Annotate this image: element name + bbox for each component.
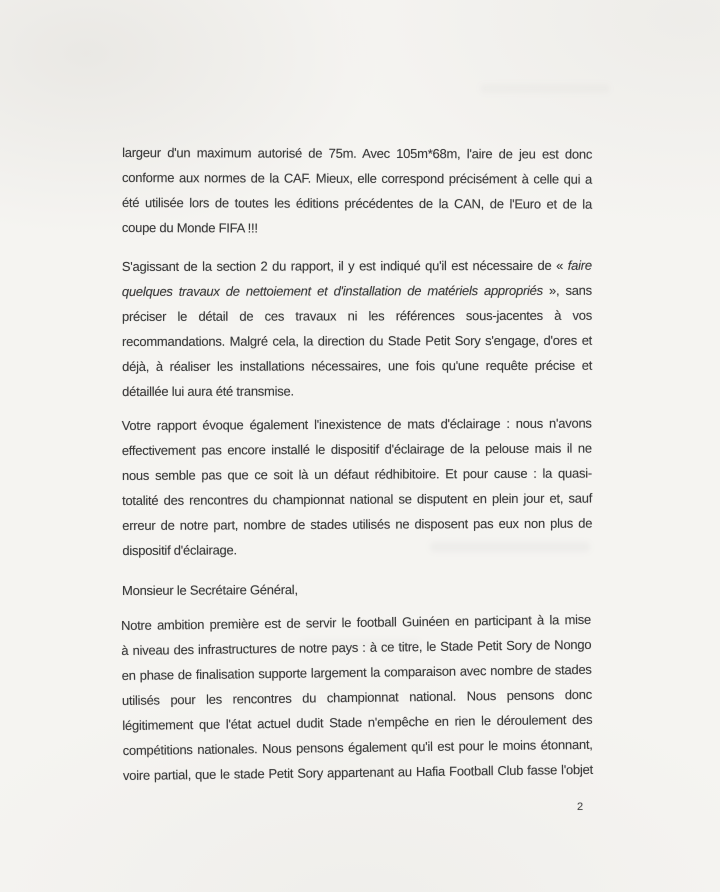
body-text: compétitions nationales. Nous pensons également qu'il est pour le moins étonnant,: [122, 736, 593, 758]
text-line: [122, 328, 592, 354]
page-number: 2: [577, 801, 584, 813]
body-text: », sans: [542, 282, 592, 298]
paragraph-national-ambition: [121, 607, 593, 788]
body-text: largeur d'un maximum autorisé de 75m. Avec 105m*68m, l'aire de jeu est donc: [122, 145, 593, 162]
body-text: Notre ambition première est de servir le football Guinéen en participant à la mise: [120, 611, 592, 634]
text-line: [122, 190, 592, 217]
body-text: S'agissant de la section 2 du rapport, il y est indiqué qu'il est nécessaire de «: [121, 257, 568, 275]
body-text: nous semble pas que ce soit là un défaut rédhibitoire. Et pour cause : la quasi-: [121, 465, 592, 484]
body-text: totalité des rencontres du championnat national se disputent en plein jour et, sauf: [122, 490, 593, 508]
text-line: [122, 511, 592, 538]
body-text: légitimement que l'état actuel dudit Stade n'empêche en rien le déroulement des: [122, 711, 593, 733]
text-line: [122, 253, 592, 279]
quoted-italic-text: quelques travaux de nettoiement et d'installation de matériels appropriés: [121, 282, 543, 300]
text-line: [122, 278, 592, 304]
body-text: déjà, à réaliser les installations nécessaires, une fois qu'une requête précise et: [122, 357, 593, 374]
body-text: Monsieur le Secrétaire Général,: [121, 582, 298, 598]
scan-showthrough-artifact: [480, 84, 610, 93]
quoted-italic-text: faire: [567, 257, 592, 273]
text-line: [122, 576, 592, 603]
body-text: Votre rapport évoque également l'inexistence de mats d'éclairage : nous n'avons: [121, 415, 592, 434]
body-text: conforme aux normes de la CAF. Mieux, elle correspond précisément à celle qui a: [122, 170, 593, 187]
text-line: [122, 461, 592, 488]
body-text: en phase de finalisation supporte largement la comparaison avec nombre de stades: [121, 661, 592, 684]
text-line: [122, 215, 592, 242]
body-text: à niveau des infrastructures de notre pays : à ce titre, le Stade Petit Sory de Nongo: [121, 636, 592, 659]
text-line: [122, 536, 592, 563]
text-line: [122, 140, 592, 167]
text-line: [123, 757, 593, 788]
text-line: [122, 165, 592, 192]
body-text: erreur de notre part, nombre de stades utilisés ne disposent pas eux non plus de: [122, 515, 593, 533]
body-text: effectivement pas encore installé le dispositif d'éclairage de la pelouse mais il ne: [121, 440, 592, 459]
body-text: coupe du Monde FIFA !!!: [121, 219, 258, 236]
text-line: [122, 436, 592, 463]
paragraph-lighting-masts: [122, 411, 593, 563]
text-line: [122, 378, 592, 404]
salutation-line: [122, 576, 592, 603]
body-text: voire partial, que le stade Petit Sory appartenant au Hafia Football Club fasse l'objet: [122, 761, 594, 783]
body-text: préciser le détail de ces travaux ni les références sous-jacentes à vos: [121, 307, 592, 325]
text-line: [122, 303, 592, 329]
paragraph-pitch-dimensions: [122, 140, 592, 242]
text-line: [122, 486, 592, 513]
body-text: recommandations. Malgré cela, la direction du Stade Petit Sory s'engage, d'ores et: [122, 332, 593, 349]
body-text: dispositif d'éclairage.: [122, 542, 237, 558]
body-text: utilisés pour les rencontres du championnat national. Nous pensons donc: [121, 686, 593, 708]
text-line: [122, 411, 592, 438]
paragraph-section-2-report: [122, 253, 592, 404]
body-text: été utilisée lors de toutes les éditions précédentes de la CAN, de l'Euro et de la: [121, 194, 592, 212]
text-line: [122, 353, 592, 379]
body-text: détaillée lui aura été transmise.: [122, 383, 294, 399]
